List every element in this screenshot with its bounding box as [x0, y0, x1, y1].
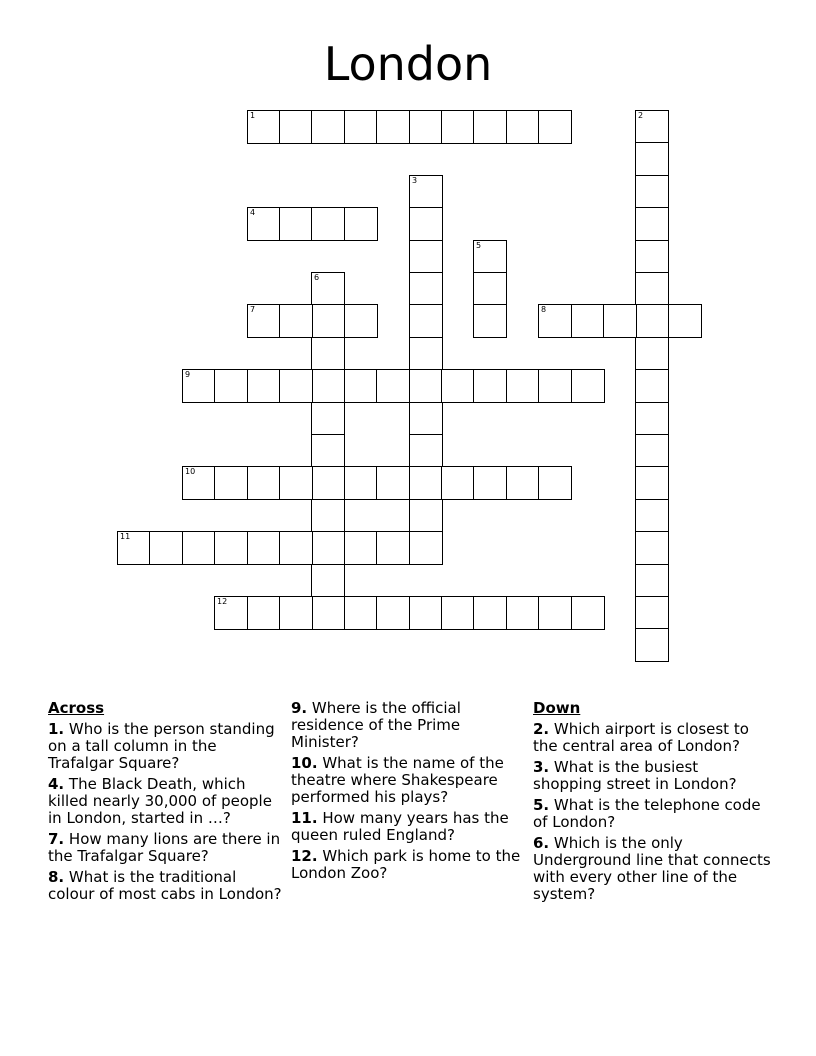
- grid-cell[interactable]: [441, 466, 475, 500]
- grid-cell[interactable]: [409, 304, 443, 338]
- grid-cell[interactable]: [635, 272, 669, 306]
- grid-cell[interactable]: [279, 466, 313, 500]
- clue-number: 3: [412, 176, 418, 185]
- grid-cell[interactable]: [214, 596, 248, 630]
- grid-cell[interactable]: [635, 499, 669, 533]
- grid-cell[interactable]: [441, 369, 475, 403]
- clue-number-label: 7.: [48, 830, 65, 848]
- grid-cell[interactable]: [182, 466, 216, 500]
- grid-cell[interactable]: [409, 240, 443, 274]
- grid-cell[interactable]: [473, 596, 507, 630]
- grid-cell[interactable]: [506, 596, 540, 630]
- grid-cell[interactable]: [409, 531, 443, 565]
- grid-cell[interactable]: [635, 142, 669, 176]
- grid-cell[interactable]: [409, 272, 443, 306]
- clue-number-label: 9.: [291, 699, 308, 717]
- grid-cell[interactable]: [441, 110, 475, 144]
- clue-item: [291, 810, 529, 844]
- grid-cell[interactable]: [409, 499, 443, 533]
- grid-cell[interactable]: [538, 304, 572, 338]
- grid-cell[interactable]: [311, 466, 345, 500]
- grid-cell[interactable]: [247, 466, 281, 500]
- grid-cell[interactable]: [506, 466, 540, 500]
- clue-text: How many lions are there in the Trafalgar Square?: [48, 830, 281, 865]
- grid-cell[interactable]: [376, 466, 410, 500]
- page-title: London: [323, 37, 493, 91]
- grid-cell[interactable]: [182, 531, 216, 565]
- down-clues-column: [533, 700, 771, 907]
- grid-cell[interactable]: [538, 466, 572, 500]
- grid-cell[interactable]: [635, 110, 669, 144]
- grid-cell[interactable]: [538, 369, 572, 403]
- clue-item: [533, 835, 771, 903]
- clue-number: 9: [185, 370, 191, 379]
- grid-cell[interactable]: [344, 207, 378, 241]
- grid-cell[interactable]: [214, 466, 248, 500]
- clue-text: How many years has the queen ruled England?: [291, 809, 509, 844]
- clue-number: 5: [476, 241, 482, 250]
- clue-number: 10: [185, 467, 196, 476]
- grid-cell[interactable]: [279, 304, 313, 338]
- clue-item: [48, 869, 286, 903]
- clue-text: What is the busiest shopping street in London?: [533, 758, 737, 793]
- grid-cell[interactable]: [311, 337, 345, 371]
- grid-cell[interactable]: [344, 110, 378, 144]
- grid-cell[interactable]: [344, 466, 378, 500]
- grid-cell[interactable]: [473, 110, 507, 144]
- clue-text: The Black Death, which killed nearly 30,000 of people in London, started in …?: [48, 775, 272, 827]
- grid-cell[interactable]: [182, 369, 216, 403]
- grid-cell[interactable]: [473, 240, 507, 274]
- clue-item: [291, 700, 529, 751]
- grid-cell[interactable]: [247, 110, 281, 144]
- grid-cell[interactable]: [473, 304, 507, 338]
- grid-cell[interactable]: [311, 531, 345, 565]
- clue-text: Which airport is closest to the central area of London?: [533, 720, 749, 755]
- clue-number: 7: [250, 305, 256, 314]
- grid-cell[interactable]: [214, 531, 248, 565]
- grid-cell[interactable]: [409, 369, 443, 403]
- clue-number: 6: [314, 273, 320, 282]
- grid-cell[interactable]: [635, 175, 669, 209]
- grid-cell[interactable]: [311, 564, 345, 598]
- grid-cell[interactable]: [311, 434, 345, 468]
- grid-cell[interactable]: [571, 369, 605, 403]
- clue-number-label: 3.: [533, 758, 550, 776]
- clue-item: [48, 721, 286, 772]
- clue-number: 1: [250, 111, 256, 120]
- grid-cell[interactable]: [376, 531, 410, 565]
- clue-number: 11: [120, 532, 131, 541]
- grid-cell[interactable]: [603, 304, 637, 338]
- grid-cell[interactable]: [473, 272, 507, 306]
- grid-cell[interactable]: [506, 369, 540, 403]
- clue-text: Who is the person standing on a tall column in the Trafalgar Square?: [48, 720, 275, 772]
- grid-cell[interactable]: [247, 531, 281, 565]
- clue-item: [533, 721, 771, 755]
- grid-cell[interactable]: [409, 402, 443, 436]
- clue-number-label: 10.: [291, 754, 318, 772]
- clue-number-label: 11.: [291, 809, 318, 827]
- clue-text: Which is the only Underground line that connects with every other line of the system?: [533, 834, 771, 903]
- grid-cell[interactable]: [279, 207, 313, 241]
- grid-cell[interactable]: [635, 369, 669, 403]
- grid-cell[interactable]: [311, 304, 345, 338]
- grid-cell[interactable]: [311, 596, 345, 630]
- grid-cell[interactable]: [635, 240, 669, 274]
- grid-cell[interactable]: [247, 369, 281, 403]
- grid-cell[interactable]: [344, 304, 378, 338]
- clue-number-label: 1.: [48, 720, 65, 738]
- clue-item: [48, 831, 286, 865]
- grid-cell[interactable]: [117, 531, 151, 565]
- clue-number-label: 5.: [533, 796, 550, 814]
- grid-cell[interactable]: [409, 434, 443, 468]
- clue-number-label: 6.: [533, 834, 550, 852]
- grid-cell[interactable]: [441, 596, 475, 630]
- grid-cell[interactable]: [635, 628, 669, 662]
- grid-cell[interactable]: [571, 596, 605, 630]
- clue-number: 8: [541, 305, 547, 314]
- grid-cell[interactable]: [635, 207, 669, 241]
- grid-cell[interactable]: [635, 337, 669, 371]
- grid-cell[interactable]: [279, 596, 313, 630]
- grid-cell[interactable]: [149, 531, 183, 565]
- grid-cell[interactable]: [344, 531, 378, 565]
- clue-number-label: 8.: [48, 868, 65, 886]
- clue-item: [291, 848, 529, 882]
- grid-cell[interactable]: [635, 531, 669, 565]
- clue-text: What is the traditional colour of most cabs in London?: [48, 868, 282, 903]
- clue-text: Where is the official residence of the Prime Minister?: [291, 699, 461, 751]
- clue-number-label: 12.: [291, 847, 318, 865]
- grid-cell[interactable]: [344, 596, 378, 630]
- across-clues-column-continued: [291, 700, 529, 886]
- grid-cell[interactable]: [376, 110, 410, 144]
- clue-item: [48, 776, 286, 827]
- grid-cell[interactable]: [409, 207, 443, 241]
- grid-cell[interactable]: [247, 207, 281, 241]
- grid-cell[interactable]: [247, 304, 281, 338]
- clue-number: 4: [250, 208, 256, 217]
- clue-item: [291, 755, 529, 806]
- grid-cell[interactable]: [311, 207, 345, 241]
- clue-section-heading: Down: [533, 699, 581, 717]
- grid-cell[interactable]: [538, 110, 572, 144]
- grid-cell[interactable]: [279, 369, 313, 403]
- grid-cell[interactable]: [409, 110, 443, 144]
- clue-number: 2: [638, 111, 644, 120]
- clue-number: 12: [217, 597, 228, 606]
- clue-item: [533, 797, 771, 831]
- grid-cell[interactable]: [376, 369, 410, 403]
- grid-cell[interactable]: [279, 110, 313, 144]
- grid-cell[interactable]: [409, 466, 443, 500]
- grid-cell[interactable]: [311, 402, 345, 436]
- grid-cell[interactable]: [214, 369, 248, 403]
- grid-cell[interactable]: [635, 434, 669, 468]
- grid-cell[interactable]: [538, 596, 572, 630]
- clue-number-label: 4.: [48, 775, 65, 793]
- clue-text: Which park is home to the London Zoo?: [291, 847, 521, 882]
- clue-number-label: 2.: [533, 720, 550, 738]
- grid-cell[interactable]: [635, 466, 669, 500]
- grid-cell[interactable]: [409, 175, 443, 209]
- clue-item: [533, 759, 771, 793]
- grid-cell[interactable]: [635, 304, 669, 338]
- grid-cell[interactable]: [635, 596, 669, 630]
- grid-cell[interactable]: [473, 369, 507, 403]
- grid-cell[interactable]: [668, 304, 702, 338]
- grid-cell[interactable]: [473, 466, 507, 500]
- grid-cell[interactable]: [409, 596, 443, 630]
- clue-section-heading: Across: [48, 699, 105, 717]
- clue-text: What is the telephone code of London?: [533, 796, 761, 831]
- across-clues-column: [48, 700, 286, 907]
- clue-text: What is the name of the theatre where Shakespeare performed his plays?: [291, 754, 504, 806]
- grid-cell[interactable]: [311, 499, 345, 533]
- grid-cell[interactable]: [311, 272, 345, 306]
- grid-cell[interactable]: [506, 110, 540, 144]
- grid-cell[interactable]: [279, 531, 313, 565]
- grid-cell[interactable]: [311, 369, 345, 403]
- grid-cell[interactable]: [635, 402, 669, 436]
- grid-cell[interactable]: [247, 596, 281, 630]
- grid-cell[interactable]: [635, 564, 669, 598]
- grid-cell[interactable]: [311, 110, 345, 144]
- grid-cell[interactable]: [376, 596, 410, 630]
- grid-cell[interactable]: [409, 337, 443, 371]
- grid-cell[interactable]: [344, 369, 378, 403]
- grid-cell[interactable]: [571, 304, 605, 338]
